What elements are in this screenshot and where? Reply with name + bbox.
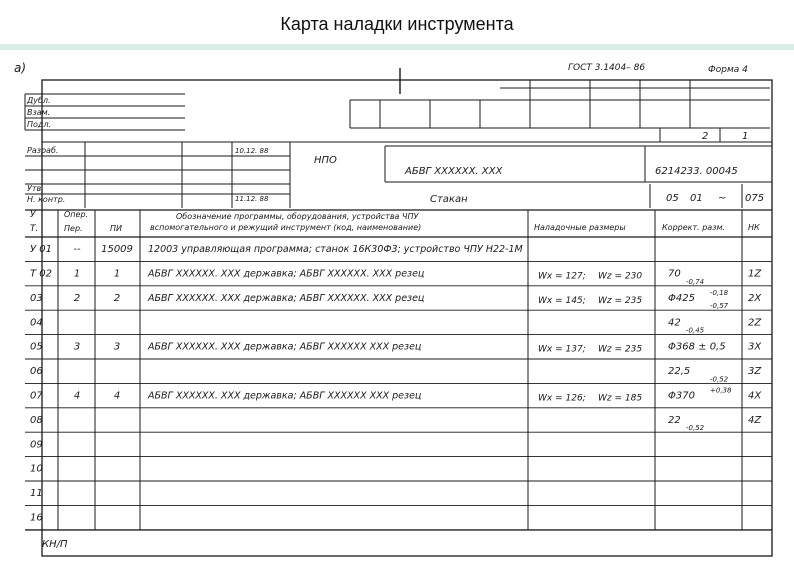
row-description: 12003 управляющая программа; станок 16К30Ф3; устройство ЧПУ Н22-1М bbox=[148, 244, 523, 256]
form-label: Форма 4 bbox=[708, 65, 748, 75]
row-wz: Wz = 235 bbox=[598, 344, 643, 355]
code-1: 05 bbox=[666, 193, 679, 204]
code-3: ~ bbox=[718, 193, 727, 204]
row-oper: 3 bbox=[73, 341, 81, 353]
label-vzam: Взам. bbox=[27, 108, 51, 117]
label-nkontr: Н. контр. bbox=[27, 195, 66, 204]
row-correction: Φ368 ± 0,5 bbox=[668, 341, 726, 353]
row-nk: 4Z bbox=[748, 414, 762, 426]
row-oper: 1 bbox=[73, 268, 81, 280]
date-approved: 11.12. 88 bbox=[235, 195, 269, 203]
row-label: 09 bbox=[30, 439, 43, 451]
row-pi: 15009 bbox=[101, 244, 133, 256]
row-label: 16 bbox=[30, 512, 43, 524]
row-correction-lower: -0,57 bbox=[710, 302, 729, 311]
row-correction-lower: -0,74 bbox=[686, 277, 705, 286]
row-label: 07 bbox=[30, 390, 43, 402]
row-label: 10 bbox=[30, 463, 43, 475]
row-correction: 22,5 bbox=[668, 366, 691, 378]
label-utv: Утв. bbox=[27, 184, 44, 193]
row-description: АБВГ XXXXXX. XXX державка; АБВГ XXXXXX. XXX резец bbox=[148, 292, 425, 304]
row-oper: 2 bbox=[73, 292, 81, 304]
row-correction-lower: -0,52 bbox=[686, 424, 705, 433]
col-header-setup-sizes: Наладочные размеры bbox=[534, 223, 626, 232]
col-header-u: У bbox=[30, 210, 36, 220]
form-border bbox=[42, 80, 772, 556]
col-header-per: Пер. bbox=[64, 224, 83, 233]
col-header-pi: ПИ bbox=[110, 224, 122, 233]
code-2: 01 bbox=[690, 193, 703, 204]
row-wz: Wz = 185 bbox=[598, 393, 643, 404]
row-label: 08 bbox=[30, 414, 43, 426]
col-header-correction: Коррект. разм. bbox=[662, 223, 726, 232]
product-code: АБВГ XXXXXX. XXX bbox=[405, 166, 503, 177]
row-wx: Wx = 127; bbox=[538, 271, 586, 282]
row-wx: Wx = 126; bbox=[538, 393, 586, 404]
row-pi: 3 bbox=[113, 341, 121, 353]
col-header-nk: НК bbox=[748, 223, 760, 232]
row-correction-upper: -0,18 bbox=[710, 288, 729, 297]
row-label: 03 bbox=[30, 292, 43, 304]
row-pi: 4 bbox=[113, 390, 121, 402]
part-name: Стакан bbox=[430, 194, 468, 205]
row-nk: 2X bbox=[748, 292, 762, 304]
row-wz: Wz = 235 bbox=[598, 295, 643, 306]
row-label: 05 bbox=[30, 341, 43, 353]
row-correction-lower: -0,52 bbox=[710, 375, 729, 384]
row-correction-lower: -0,45 bbox=[686, 326, 705, 335]
row-wx: Wx = 145; bbox=[538, 295, 586, 306]
row-label: У 01 bbox=[30, 244, 52, 256]
row-label: Т 02 bbox=[30, 268, 53, 280]
row-nk: 3Z bbox=[748, 366, 762, 378]
table-grid bbox=[25, 210, 772, 556]
slide-title: Карта наладки инструмента bbox=[280, 14, 514, 34]
code-4: 075 bbox=[745, 193, 765, 204]
row-correction: Φ370 bbox=[668, 390, 695, 402]
sheet-total: 2 bbox=[702, 131, 709, 142]
footer-label: КН/П bbox=[42, 539, 68, 550]
row-nk: 2Z bbox=[748, 317, 762, 329]
col-header-designation-1: Обозначение программы, оборудования, устройства ЧПУ bbox=[176, 212, 419, 221]
row-description: АБВГ XXXXXX. XXX державка; АБВГ XXXXXX. XXX резец bbox=[148, 268, 425, 280]
row-label: 04 bbox=[30, 317, 43, 329]
col-header-designation-2: вспомогательного и режущий инструмент (код, наименование) bbox=[150, 223, 422, 232]
row-correction-upper: +0,38 bbox=[710, 386, 732, 395]
col-header-oper: Опер. bbox=[64, 210, 89, 219]
part-number: 6214233. 00045 bbox=[655, 166, 738, 177]
row-wx: Wx = 137; bbox=[538, 344, 586, 355]
doc-code: НПО bbox=[314, 155, 337, 166]
row-description: АБВГ XXXXXX. XXX державка; АБВГ XXXXXX XXX резец bbox=[148, 341, 422, 353]
row-wz: Wz = 230 bbox=[598, 271, 643, 282]
row-description: АБВГ XXXXXX. XXX державка; АБВГ XXXXXX XXX резец bbox=[148, 390, 422, 402]
row-oper: 4 bbox=[73, 390, 81, 402]
row-pi: 2 bbox=[113, 292, 121, 304]
row-correction: 42 bbox=[668, 317, 681, 329]
row-label: 11 bbox=[30, 488, 43, 500]
row-oper: -- bbox=[73, 244, 81, 256]
row-correction: 70 bbox=[668, 268, 681, 280]
row-correction: Φ425 bbox=[668, 292, 695, 304]
label-podl: Подл. bbox=[27, 120, 52, 129]
figure-label: а) bbox=[14, 61, 27, 75]
row-nk: 1Z bbox=[748, 268, 762, 280]
row-pi: 1 bbox=[113, 268, 121, 280]
row-correction: 22 bbox=[668, 414, 681, 426]
label-razrab: Разраб. bbox=[27, 146, 59, 155]
row-nk: 3X bbox=[748, 341, 762, 353]
row-nk: 4X bbox=[748, 390, 762, 402]
sheet-number: 1 bbox=[742, 131, 749, 142]
date-developed: 10.12. 88 bbox=[235, 147, 269, 155]
col-header-t: Т. bbox=[30, 224, 39, 234]
row-label: 06 bbox=[30, 366, 43, 378]
tool-setup-card-form bbox=[0, 50, 794, 568]
label-dubl: Дубл. bbox=[27, 96, 51, 105]
gost-label: ГОСТ 3.1404– 86 bbox=[568, 63, 646, 73]
